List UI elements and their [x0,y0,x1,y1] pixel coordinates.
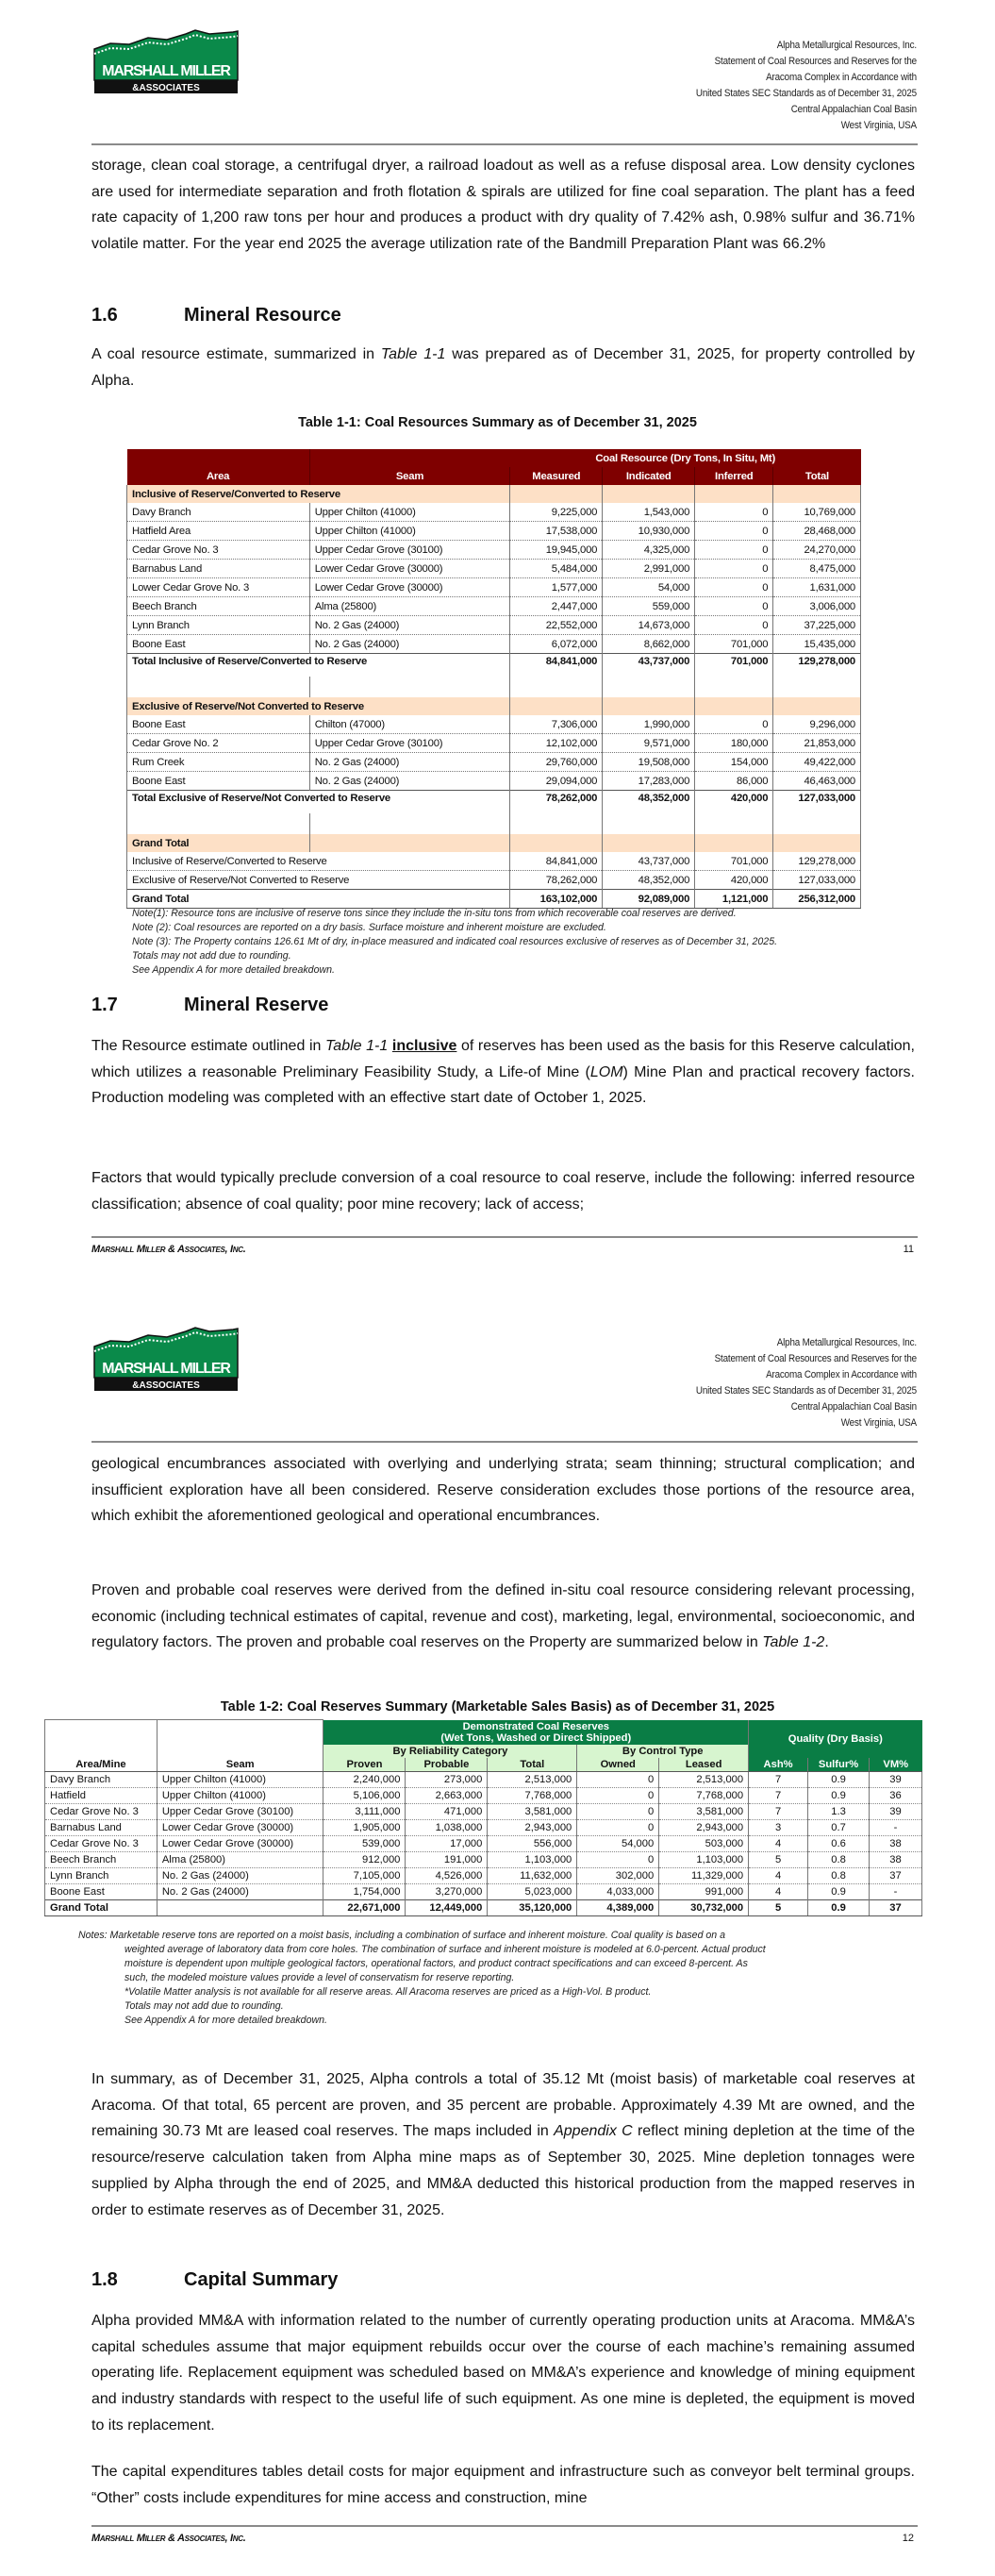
spacer-row [127,813,861,834]
footer-divider [91,1236,918,1238]
grand-total-section-row [127,834,861,852]
control-type-header: By Control Type [577,1745,749,1758]
col-seam: Seam [157,1758,323,1772]
document-header-lines [696,38,917,134]
footer-firm-name: Marshall Miller & Associates, Inc. [91,1244,246,1255]
table-row: Hatfield Area Upper Chilton (41000) 17,538,000 10,930,000 0 28,468,000 [127,522,861,541]
section-total-row: Total Inclusive of Reserve/Converted to Reserve 84,841,000 43,737,000 701,000 129,278,000 [127,654,861,677]
capex-paragraph: The capital expenditures tables detail costs for major equipment and infrastructure such as conveyor belt terminal groups. “Other” costs include expenditures for mine access and construction, mine [91,2464,915,2506]
page-header [91,1326,917,1439]
header-statement: Statement of Coal Resources and Reserves for the [714,56,917,67]
table-row: Boone East No. 2 Gas (24000) 1,754,000 3,270,000 5,023,000 4,033,000 991,000 4 0.9 - [45,1883,922,1899]
table-1-1-reference: Table 1-1 [380,346,446,362]
header-basin: Central Appalachian Coal Basin [790,104,917,115]
proven-probable-paragraph: Proven and probable coal reserves were derived from the defined in-situ coal resource considering relevant processing, economic (including technical estimates of capital, revenue and cost), marketing, legal, environmental, socioeconomic, and regulatory factors. The proven and probable coal reserves on the Property are summarized below in Table 1-2. [91,1582,915,1651]
header-complex: Aracoma Complex in Accordance with [766,72,917,83]
reserve-paragraph: The Resource estimate outlined in Table 1-1 inclusive of reserves has been used as the basis for this Reserve calculation, which utilizes a reasonable Preliminary Feasibility Study, a Life-of Mine (LOM) Mine Plan and practical recovery factors. Production modeling was completed with an effective start date of October 1, 2025. [91,1038,916,1107]
note-1: Note(1): Resource tons are inclusive of reserve tons since they include the in-situ tons from which recoverable coal reserves are derived. [132,908,737,919]
quality-header: Quality (Dry Basis) [749,1720,922,1758]
table-1-1-reference: Table 1-1 [325,1038,389,1054]
rounding-note: Totals may not add due to rounding. [124,2000,284,2012]
spacer-row [127,677,861,697]
coal-resource-group-header: Coal Resource (Dry Tons, In Situ, Mt) [510,449,861,467]
table-row: Barnabus Land Lower Cedar Grove (30000) 5,484,000 2,991,000 0 8,475,000 [127,560,861,578]
coal-resources-table [126,449,861,909]
document-header-lines: Alpha Metallurgical Resources, Inc. Statement of Coal Resources and Reserves for the Aracoma Complex in Accordance with United States SEC Standards as of December 31, 2025 Central Appalachian Coal Basin West Virginia, USA [695,1337,917,1429]
section-total-label: Total Exclusive of Reserve/Not Converted to Reserve [127,791,510,814]
grand-total-label: Grand Total [127,890,510,909]
logo-top-text: MARSHALL MILLER [102,63,230,79]
section-title: Inclusive of Reserve/Converted to Reserve [127,485,510,503]
col-measured: Measured [510,467,603,485]
logo-bottom-text: &ASSOCIATES [132,1380,200,1391]
note-appendix: See Appendix A for more detailed breakdown. [132,964,335,976]
table-row: Boone East Chilton (47000) 7,306,000 1,990,000 0 9,296,000 [127,715,861,734]
header-divider [91,143,918,145]
section-total-label: Total Inclusive of Reserve/Converted to Reserve [127,654,510,677]
table-1-1-caption: Table 1-1: Coal Resources Summary as of December 31, 2025 [298,415,697,430]
grand-total-title: Grand Total [127,834,310,852]
col-total: Total [488,1758,577,1772]
section-header-row [127,485,861,503]
marshall-miller-logo [91,1326,242,1397]
footer-divider [91,2525,918,2527]
col-area: Area [127,467,310,485]
table-row: Lynn Branch No. 2 Gas (24000) 22,552,000 14,673,000 0 37,225,000 [127,616,861,635]
note-3: Note (3): The Property contains 126.61 Mt of dry, in-place measured and indicated coal resources exclusive of reserves as of December 31, 2025. [132,936,778,947]
table-row: Cedar Grove No. 3 Lower Cedar Grove (30000) 539,000 17,000 556,000 54,000 503,000 4 0.6 38 [45,1835,922,1851]
table-row: Cedar Grove No. 2 Upper Cedar Grove (30100) 12,102,000 9,571,000 180,000 21,853,000 [127,734,861,753]
table-row: Barnabus Land Lower Cedar Grove (30000) 1,905,000 1,038,000 2,943,000 0 2,943,000 3 0.7 - [45,1819,922,1835]
col-proven: Proven [323,1758,406,1772]
appendix-c-reference: Appendix C [554,2123,633,2140]
section-heading-1-8: 1.8 Capital Summary [91,2269,339,2290]
coal-reserves-table [44,1719,922,1916]
note-rounding: Totals may not add due to rounding. [132,950,291,962]
footer-firm-name: Marshall Miller & Associates, Inc. [91,2533,246,2544]
col-total: Total [773,467,861,485]
continuation-paragraph: geological encumbrances associated with overlying and underlying strata; seam thinning; structural complication; and insufficient exploration have all been considered. Reserve consideration excludes those portions of the resource area, which exhibit the aforementioned geological and operational encumbrances. [91,1456,915,1525]
header-location: West Virginia, USA [840,120,917,131]
table-row: Hatfield Upper Chilton (41000) 5,106,000 2,663,000 7,768,000 0 7,768,000 7 0.9 36 [45,1787,922,1803]
grand-total-row: Grand Total 163,102,000 92,089,000 1,121,000 256,312,000 [127,890,861,909]
col-owned: Owned [577,1758,659,1772]
table-row: Boone East No. 2 Gas (24000) 6,072,000 8,662,000 701,000 15,435,000 [127,635,861,654]
intro-paragraph: storage, clean coal storage, a centrifugal dryer, a railroad loadout as well as a refuse disposal area. Low density cyclones are used for intermediate separation and froth flotation & spirals are utilized for fine coal separation. The plant has a feed rate capacity of 1,200 raw tons per hour and produces a product with dry quality of 7.42% ash, 0.98% sulfur and 36.71% volatile matter. For the year end 2025 the average utilization rate of the Bandmill Preparation Plant was 66.2% [91,158,915,253]
table-row: Cedar Grove No. 3 Upper Cedar Grove (30100) 3,111,000 471,000 3,581,000 0 3,581,000 7 1.3 39 [45,1803,922,1819]
inclusive-emphasis: inclusive [391,1038,457,1054]
page-11 [0,0,995,1279]
table-row: Davy Branch Upper Chilton (41000) 2,240,000 273,000 2,513,000 0 2,513,000 7 0.9 39 [45,1771,922,1787]
section-total-row: Total Exclusive of Reserve/Not Converted to Reserve 78,262,000 48,352,000 420,000 127,033,000 [127,791,861,814]
section-heading-1-6: 1.6 Mineral Resource [91,305,341,326]
note-2: Note (2): Coal resources are reported on a dry basis. Surface moisture and inherent moisture are excluded. [132,922,606,933]
page-footer [91,2525,918,2544]
page-number: 11 [903,1244,914,1255]
table-row: Beech Branch Alma (25800) 912,000 191,000 1,103,000 0 1,103,000 5 0.8 38 [45,1851,922,1867]
appendix-note: See Appendix A for more detailed breakdown. [124,2015,327,2026]
table-1-2-reference: Table 1-2 [762,1634,825,1651]
col-probable: Probable [406,1758,488,1772]
factors-paragraph: Factors that would typically preclude conversion of a coal resource to coal reserve, include the following: inferred resource classification; absence of coal quality; poor mine recovery; lack of access; [91,1170,915,1213]
marshall-miller-logo [91,28,242,99]
table-row: Cedar Grove No. 3 Upper Cedar Grove (30100) 19,945,000 4,325,000 0 24,270,000 [127,541,861,560]
notes-lead: Notes: Marketable reserve tons are reported on a moist basis, including a combination of surface and inherent moisture. Coal quality is based on a [78,1930,726,1941]
page-footer [91,1236,918,1255]
col-leased: Leased [659,1758,749,1772]
table-row: Davy Branch Upper Chilton (41000) 9,225,000 1,543,000 0 10,769,000 [127,503,861,522]
page-number: 12 [902,2533,914,2544]
capital-paragraph: Alpha provided MM&A with information related to the number of currently operating production units at Aracoma. MM&A’s capital schedules assume that major equipment rebuilds occur over the course of each machine’s remaining assumed operating life. Replacement equipment was scheduled based on MM&A’s experience and knowledge of mining equipment and industry standards with respect to the useful life of such equipment. As one mine is depleted, the equipment is moved to its replacement. [91,2313,915,2434]
table-1-1-notes [132,907,777,978]
logo-bottom-text: &ASSOCIATES [132,83,200,93]
col-indicated: Indicated [603,467,695,485]
resource-paragraph: A coal resource estimate, summarized in Table 1-1 was prepared as of December 31, 2025, for property controlled by Alpha. [91,346,915,389]
reliability-category-header: By Reliability Category [323,1745,577,1758]
section-heading-1-7: 1.7 Mineral Reserve [91,995,329,1015]
summary-paragraph: In summary, as of December 31, 2025, Alpha controls a total of 35.12 Mt (moist basis) of marketable coal reserves at Aracoma. Of that total, 65 percent are proven, and 35 percent are probable. Approximately 4.39 Mt are owned, and the remaining 30.73 Mt are leased coal reserves. The maps included in Appendix C reflect mining depletion at the time of the resource/reserve calculation taken from Alpha mine maps as of September 30, 2025. Mine depletion tonnages were supplied by Alpha through the end of 2025, and MM&A deducted this historical production from the mapped reserves in order to estimate reserves as of December 31, 2025. [91,2071,916,2218]
col-seam: Seam [309,467,510,485]
header-company: Alpha Metallurgical Resources, Inc. [776,40,917,51]
col-inferred: Inferred [695,467,773,485]
vm-note: *Volatile Matter analysis is not available for all reserve areas. All Aracoma reserves are priced as a High-Vol. B product. [124,1986,652,1998]
grand-total-row: Grand Total 22,671,000 12,449,000 35,120,000 4,389,000 30,732,000 5 0.9 37 [45,1899,922,1915]
col-area-mine: Area/Mine [45,1758,158,1772]
demonstrated-reserves-header: Demonstrated Coal Reserves (Wet Tons, Washed or Direct Shipped) [323,1720,749,1745]
table-1-2-notes: Notes: Marketable reserve tons are reported on a moist basis, including a combination of surface and inherent moisture. Coal quality is based on a weighted average of laboratory data from core holes. The combination of surface and inherent moisture is modeled at 6.0-percent. Actual product moisture is dependent upon multiple geological factors, operational factors, and product contract specifications and can exceed 8-percent. As such, the modeled moisture values provide a level of conservatism for reserve reporting. *Volatile Matter analysis is not available for all reserve areas. All Aracoma reserves are priced as a High-Vol. B product. Totals may not add due to rounding. See Appendix A for more detailed breakdown. [78,1930,766,2026]
logo-top-text: MARSHALL MILLER [102,1361,230,1377]
col-sulfur: Sulfur% [808,1758,870,1772]
grand-total-detail-row: Exclusive of Reserve/Not Converted to Reserve 78,262,000 48,352,000 420,000 127,033,000 [127,871,861,890]
col-ash: Ash% [749,1758,808,1772]
header-standards: United States SEC Standards as of December 31, 2025 [695,88,917,99]
table-row: Boone East No. 2 Gas (24000) 29,094,000 17,283,000 86,000 46,463,000 [127,772,861,791]
table-row: Beech Branch Alma (25800) 2,447,000 559,000 0 3,006,000 [127,597,861,616]
section-title: Exclusive of Reserve/Not Converted to Reserve [127,697,510,715]
table-row: Lower Cedar Grove No. 3 Lower Cedar Grove (30000) 1,577,000 54,000 0 1,631,000 [127,578,861,597]
table-row: Lynn Branch No. 2 Gas (24000) 7,105,000 4,526,000 11,632,000 302,000 11,329,000 4 0.8 37 [45,1867,922,1883]
table-1-2-caption: Table 1-2: Coal Reserves Summary (Marketable Sales Basis) as of December 31, 2025 [220,1699,775,1715]
table-row: Rum Creek No. 2 Gas (24000) 29,760,000 19,508,000 154,000 49,422,000 [127,753,861,772]
section-header-row [127,697,861,715]
page-header [91,28,917,142]
header-divider [91,1441,918,1443]
col-vm: VM% [870,1758,922,1772]
grand-total-detail-row: Inclusive of Reserve/Converted to Reserve 84,841,000 43,737,000 701,000 129,278,000 [127,852,861,871]
table-header-row [127,467,861,485]
